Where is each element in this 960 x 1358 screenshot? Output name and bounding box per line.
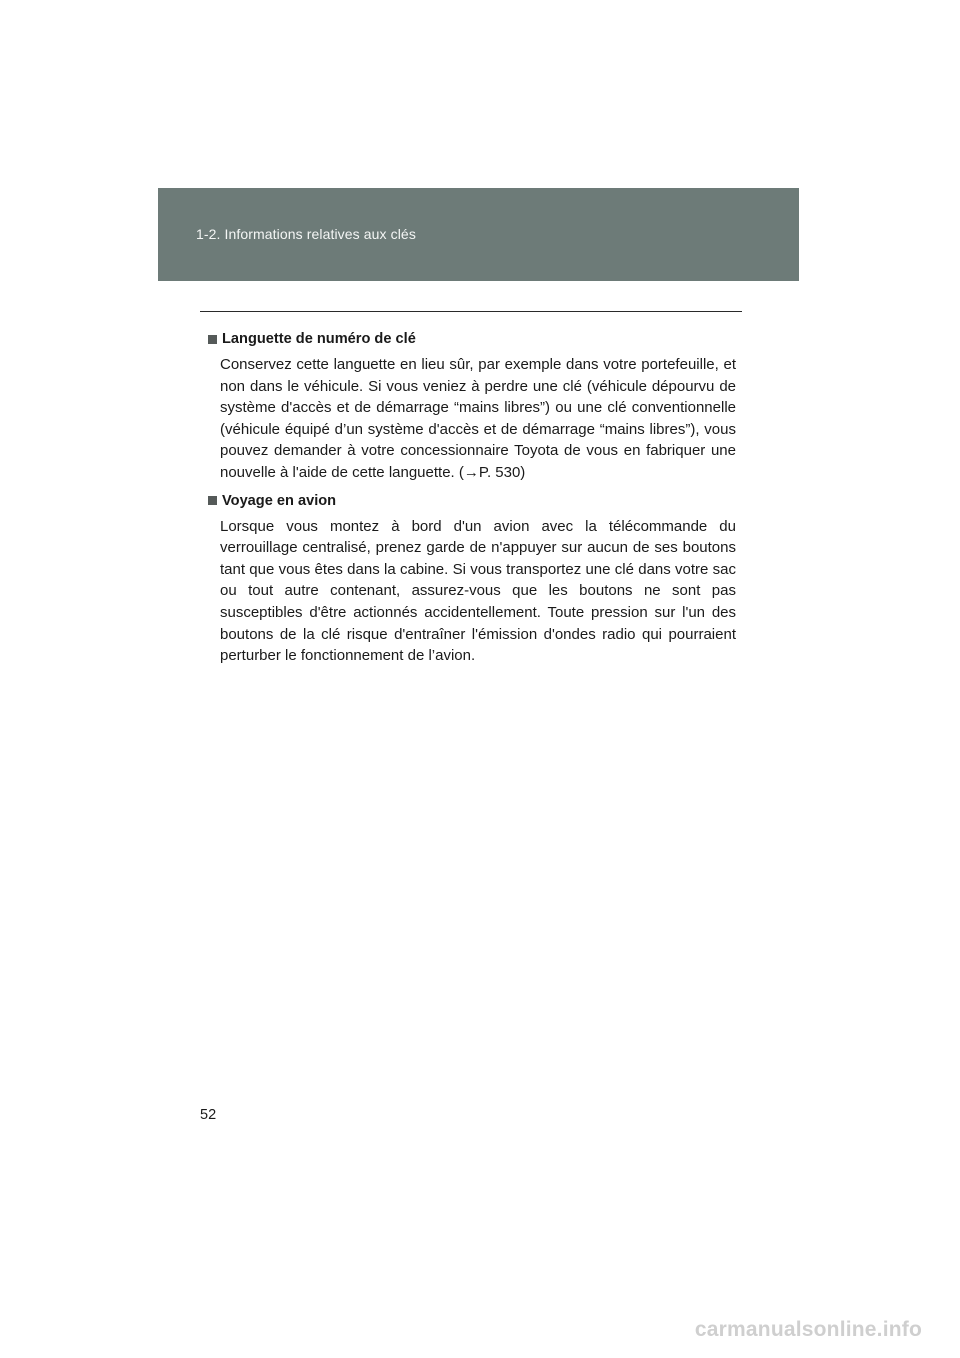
filled-square-icon [208,335,217,344]
item-body-text: Conservez cette languette en lieu sûr, par exemple dans votre portefeuille, et non dans le véhicule. Si vous veniez à perdre une clé (véhicule dépourvu de système d'accès et de démarrage “mains libres”) ou une clé conventionnelle (véhicule équipé d’un système d'accès et de démarrage “mains libres”), vous pouvez demander à votre concessionnaire Toyota de vous en fabriquer une nouvelle à l'aide de cette languette. (→P. 530) [220,356,736,481]
filled-square-icon [208,496,217,505]
info-item-air-travel [200,490,742,667]
main-content [200,328,742,673]
item-heading [200,328,742,350]
info-item-key-number-tag [200,328,742,484]
watermark-text: carmanualsonline.info [694,1318,922,1341]
item-heading-text: Languette de numéro de clé [222,331,416,347]
item-body-text: Lorsque vous montez à bord d'un avion avec la télécommande du verrouillage centralisé, prenez garde de n'appuyer sur aucun de ses boutons tant que vous êtes dans la cabine. Si vous transportez une clé dans votre sac ou tout autre contenant, assurez-vous que les boutons ne sont pas susceptibles d'être actionnés accidentellement. Toute pression sur l'un des boutons de la clé risque d'entraîner l'émission d'ondes radio qui pourraient perturber le fonctionnement de l’avion. [220,517,736,665]
section-divider [200,311,742,312]
section-title: 1-2. Informations relatives aux clés [196,226,416,242]
item-heading [200,490,742,512]
item-heading-text: Voyage en avion [222,492,337,509]
page-number: 52 [200,1107,217,1123]
section-header-band [158,188,799,281]
